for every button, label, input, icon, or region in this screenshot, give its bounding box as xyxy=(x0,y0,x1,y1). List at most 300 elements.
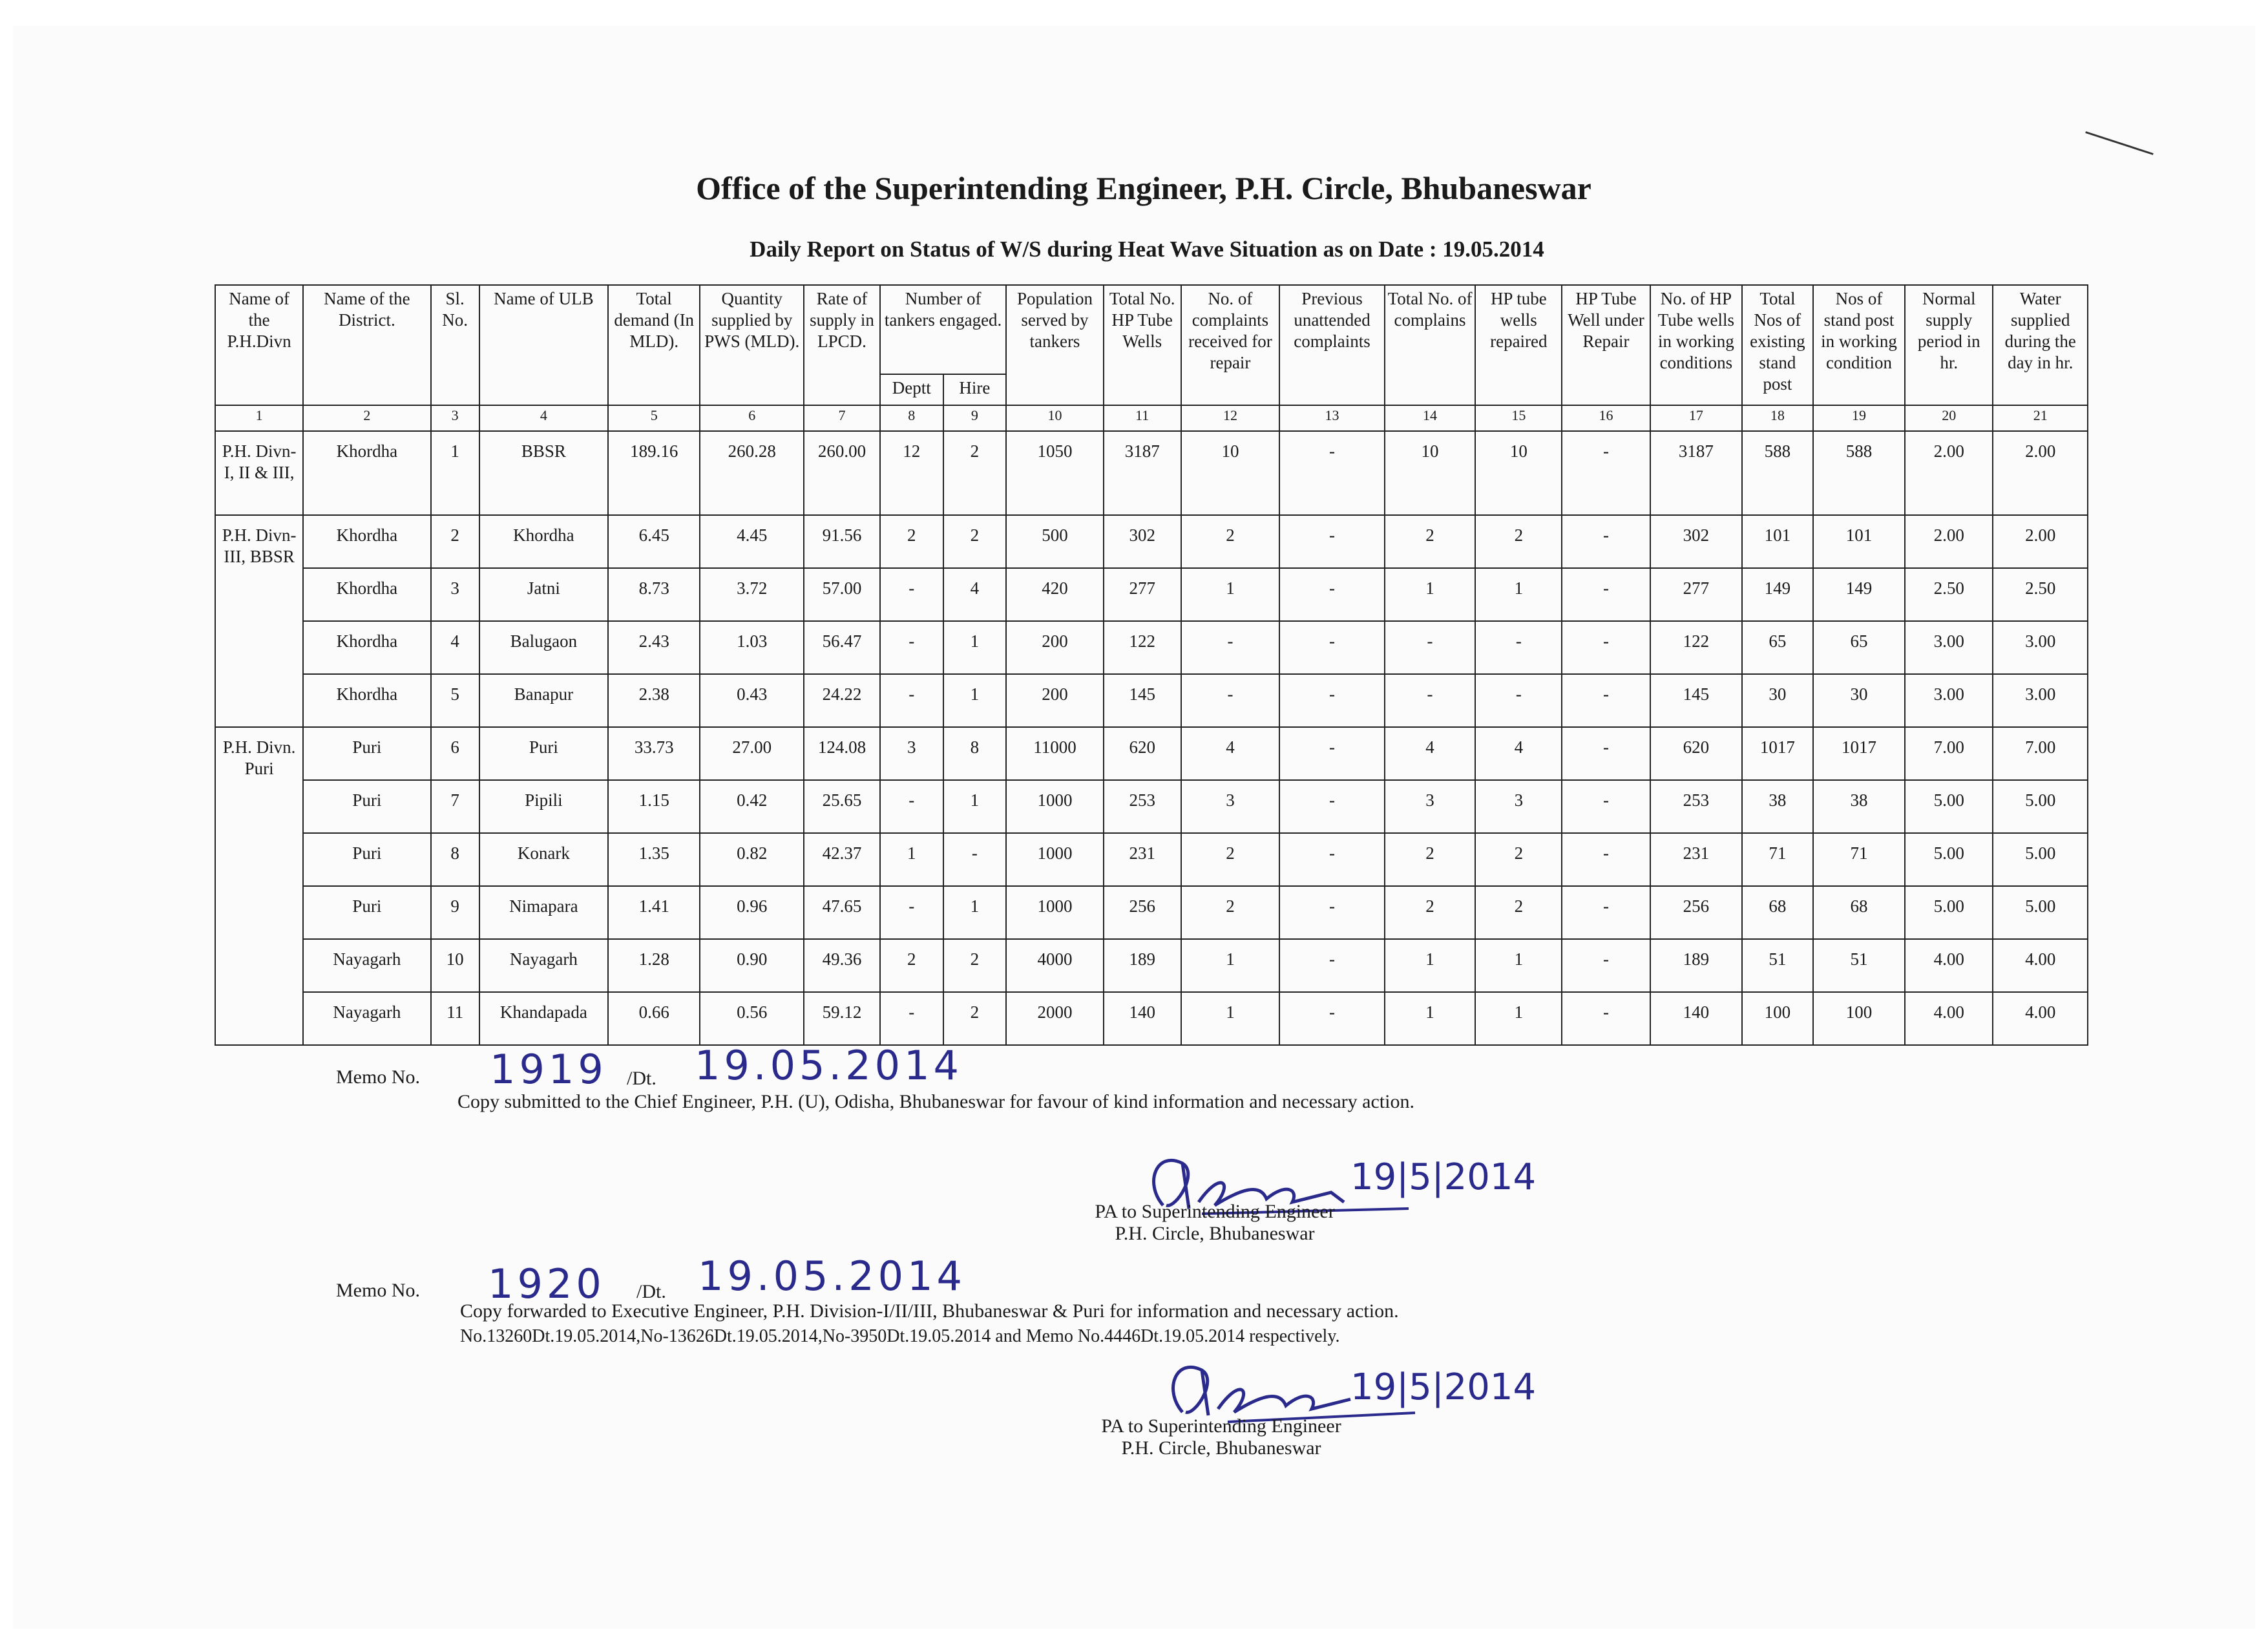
table-cell: 1 xyxy=(1181,992,1280,1045)
memo2-text2: No.13260Dt.19.05.2014,No-13626Dt.19.05.2014,No-3950Dt.19.05.2014 and Memo No.4446Dt.19.05.2014 respectively. xyxy=(460,1326,1340,1346)
table-cell: Khordha xyxy=(303,431,430,515)
col-header-repaired: HP tube wells repaired xyxy=(1475,285,1562,405)
table-cell: Khandapada xyxy=(479,992,608,1045)
table-cell: 2 xyxy=(1475,833,1562,886)
table-cell: Banapur xyxy=(479,674,608,727)
table-cell: 9 xyxy=(431,886,479,939)
table-cell: 100 xyxy=(1813,992,1905,1045)
memo1-text: Copy submitted to the Chief Engineer, P.H. (U), Odisha, Bhubaneswar for favour of kind information and necessary action. xyxy=(457,1091,1414,1112)
table-cell: 3.72 xyxy=(700,568,804,621)
table-cell: 3.00 xyxy=(1905,621,1993,674)
col-header-tubewells: Total No. HP Tube Wells xyxy=(1104,285,1181,405)
table-cell: 5.00 xyxy=(1905,780,1993,833)
table-row xyxy=(215,674,2088,727)
table-cell: - xyxy=(1385,674,1475,727)
table-cell: 231 xyxy=(1650,833,1742,886)
table-cell: - xyxy=(1279,992,1385,1045)
table-cell: Khordha xyxy=(303,515,430,568)
table-cell: 91.56 xyxy=(804,515,880,568)
table-cell: 0.90 xyxy=(700,939,804,992)
table-cell: 1 xyxy=(943,886,1007,939)
table-cell: 47.65 xyxy=(804,886,880,939)
table-cell: 12 xyxy=(880,431,943,515)
table-cell: 122 xyxy=(1650,621,1742,674)
table-cell: 260.28 xyxy=(700,431,804,515)
table-cell: - xyxy=(1562,431,1650,515)
table-cell: - xyxy=(1279,727,1385,780)
table-cell: 2 xyxy=(1385,515,1475,568)
col-header-quantity: Quantity supplied by PWS (MLD). xyxy=(700,285,804,405)
table-cell: 4 xyxy=(1475,727,1562,780)
sign2-line1: PA to Superintending Engineer xyxy=(1101,1415,1341,1437)
table-cell: 1 xyxy=(943,621,1007,674)
sign1-line1: PA to Superintending Engineer xyxy=(1095,1201,1335,1222)
table-row xyxy=(215,727,2088,780)
table-cell: 124.08 xyxy=(804,727,880,780)
table-cell: 1.35 xyxy=(608,833,700,886)
table-cell: 1 xyxy=(943,780,1007,833)
table-cell: 3187 xyxy=(1650,431,1742,515)
column-number: 21 xyxy=(1993,405,2088,431)
table-cell: 1 xyxy=(1385,568,1475,621)
table-cell: Khordha xyxy=(303,568,430,621)
table-cell: - xyxy=(1562,992,1650,1045)
table-cell: 1 xyxy=(431,431,479,515)
table-cell: 1 xyxy=(1475,992,1562,1045)
column-number: 19 xyxy=(1813,405,1905,431)
table-cell: Puri xyxy=(303,780,430,833)
table-cell: 3187 xyxy=(1104,431,1181,515)
table-cell: 140 xyxy=(1650,992,1742,1045)
table-cell: 49.36 xyxy=(804,939,880,992)
table-cell: 2 xyxy=(431,515,479,568)
division-cell: P.H. Divn-I, II & III, xyxy=(215,431,303,515)
table-cell: 2 xyxy=(1181,886,1280,939)
memo2-date: 19.05.2014 xyxy=(698,1253,966,1300)
table-cell: 4.45 xyxy=(700,515,804,568)
column-number: 17 xyxy=(1650,405,1742,431)
table-cell: 1.15 xyxy=(608,780,700,833)
table-cell: 256 xyxy=(1104,886,1181,939)
table-cell: Puri xyxy=(479,727,608,780)
table-cell: 5 xyxy=(431,674,479,727)
table-cell: 2.00 xyxy=(1993,431,2088,515)
table-cell: 24.22 xyxy=(804,674,880,727)
table-cell: Nayagarh xyxy=(479,939,608,992)
table-cell: 0.66 xyxy=(608,992,700,1045)
table-cell: 588 xyxy=(1742,431,1813,515)
table-cell: 1 xyxy=(1475,939,1562,992)
col-header-complaints: No. of complaints received for repair xyxy=(1181,285,1280,405)
table-cell: 5.00 xyxy=(1993,780,2088,833)
table-cell: 5.00 xyxy=(1993,833,2088,886)
table-cell: - xyxy=(1475,674,1562,727)
table-cell: 1017 xyxy=(1813,727,1905,780)
table-cell: 2 xyxy=(1181,833,1280,886)
table-cell: 0.82 xyxy=(700,833,804,886)
table-cell: 3 xyxy=(431,568,479,621)
table-cell: 302 xyxy=(1650,515,1742,568)
table-cell: 65 xyxy=(1742,621,1813,674)
table-cell: 4000 xyxy=(1006,939,1103,992)
table-cell: 145 xyxy=(1104,674,1181,727)
table-cell: 57.00 xyxy=(804,568,880,621)
column-number: 12 xyxy=(1181,405,1280,431)
table-cell: 6.45 xyxy=(608,515,700,568)
table-cell: 51 xyxy=(1742,939,1813,992)
table-cell: 68 xyxy=(1742,886,1813,939)
column-number: 1 xyxy=(215,405,303,431)
svg-text:19|5|2014: 19|5|2014 xyxy=(1350,1156,1537,1198)
table-cell: 2 xyxy=(880,515,943,568)
column-number: 2 xyxy=(303,405,430,431)
col-header-unattended: Previous unattended complaints xyxy=(1279,285,1385,405)
memo1-number: 1919 xyxy=(490,1046,607,1093)
table-cell: - xyxy=(1385,621,1475,674)
table-cell: 2 xyxy=(943,431,1007,515)
table-cell: - xyxy=(1562,674,1650,727)
memo1-date: 19.05.2014 xyxy=(695,1042,963,1089)
table-cell: 1 xyxy=(1385,992,1475,1045)
table-cell: 2.50 xyxy=(1905,568,1993,621)
table-cell: Pipili xyxy=(479,780,608,833)
header-row xyxy=(215,285,2088,374)
column-number: 10 xyxy=(1006,405,1103,431)
table-cell: 100 xyxy=(1742,992,1813,1045)
table-cell: 30 xyxy=(1742,674,1813,727)
table-cell: Nayagarh xyxy=(303,992,430,1045)
table-row xyxy=(215,568,2088,621)
table-cell: 3.00 xyxy=(1993,674,2088,727)
table-row xyxy=(215,886,2088,939)
table-cell: 2.43 xyxy=(608,621,700,674)
table-cell: 6 xyxy=(431,727,479,780)
table-cell: 3.00 xyxy=(1905,674,1993,727)
column-number: 18 xyxy=(1742,405,1813,431)
table-cell: 3 xyxy=(1181,780,1280,833)
table-cell: Khordha xyxy=(303,674,430,727)
col-header-hire: Hire xyxy=(943,374,1007,405)
table-cell: 2.38 xyxy=(608,674,700,727)
col-header-working: No. of HP Tube wells in working conditions xyxy=(1650,285,1742,405)
division-cell: P.H. Divn-III, BBSR xyxy=(215,515,303,727)
memo1-dt-label: /Dt. xyxy=(627,1068,656,1089)
table-cell: - xyxy=(880,621,943,674)
table-cell: 51 xyxy=(1813,939,1905,992)
table-cell: Nimapara xyxy=(479,886,608,939)
table-cell: Konark xyxy=(479,833,608,886)
memo1-label: Memo No. xyxy=(336,1066,420,1088)
column-number: 20 xyxy=(1905,405,1993,431)
table-cell: - xyxy=(1279,886,1385,939)
table-cell: - xyxy=(1562,886,1650,939)
table-cell: - xyxy=(880,886,943,939)
table-cell: 1 xyxy=(880,833,943,886)
table-row xyxy=(215,621,2088,674)
table-cell: - xyxy=(943,833,1007,886)
column-number: 8 xyxy=(880,405,943,431)
table-cell: 71 xyxy=(1742,833,1813,886)
table-cell: - xyxy=(880,674,943,727)
table-cell: - xyxy=(1181,674,1280,727)
table-cell: 42.37 xyxy=(804,833,880,886)
table-cell: Khordha xyxy=(303,621,430,674)
table-row xyxy=(215,780,2088,833)
col-header-water-supplied: Water supplied during the day in hr. xyxy=(1993,285,2088,405)
signature-block-1 xyxy=(1060,1201,1370,1245)
table-cell: - xyxy=(1279,833,1385,886)
table-cell: - xyxy=(1279,431,1385,515)
col-header-tankers: Number of tankers engaged. xyxy=(880,285,1006,374)
table-cell: Puri xyxy=(303,727,430,780)
table-cell: 1 xyxy=(943,674,1007,727)
table-cell: 140 xyxy=(1104,992,1181,1045)
col-header-divn: Name of the P.H.Divn xyxy=(215,285,303,405)
page-title: Office of the Superintending Engineer, P.H. Circle, Bhubaneswar xyxy=(696,170,1591,206)
memo2-dt-label: /Dt. xyxy=(636,1281,666,1302)
table-cell: 200 xyxy=(1006,674,1103,727)
memo2-number: 1920 xyxy=(488,1260,605,1307)
table-cell: - xyxy=(1562,780,1650,833)
table-cell: Puri xyxy=(303,833,430,886)
table-cell: 253 xyxy=(1650,780,1742,833)
table-cell: 10 xyxy=(1181,431,1280,515)
table-cell: Puri xyxy=(303,886,430,939)
signature-block-2 xyxy=(1066,1415,1376,1459)
table-cell: 1.03 xyxy=(700,621,804,674)
table-cell: 420 xyxy=(1006,568,1103,621)
table-cell: 2000 xyxy=(1006,992,1103,1045)
table-cell: 189 xyxy=(1104,939,1181,992)
table-cell: 2.50 xyxy=(1993,568,2088,621)
col-header-slno: Sl. No. xyxy=(431,285,479,405)
table-cell: - xyxy=(1279,939,1385,992)
table-cell: 11 xyxy=(431,992,479,1045)
table-cell: 620 xyxy=(1650,727,1742,780)
table-cell: 200 xyxy=(1006,621,1103,674)
table-cell: 0.96 xyxy=(700,886,804,939)
table-cell: 71 xyxy=(1813,833,1905,886)
table-cell: - xyxy=(880,568,943,621)
table-cell: 231 xyxy=(1104,833,1181,886)
table-cell: 277 xyxy=(1650,568,1742,621)
table-cell: Balugaon xyxy=(479,621,608,674)
table-cell: Jatni xyxy=(479,568,608,621)
column-number: 16 xyxy=(1562,405,1650,431)
table-cell: 27.00 xyxy=(700,727,804,780)
table-cell: - xyxy=(1562,621,1650,674)
table-cell: 2 xyxy=(1475,515,1562,568)
table-cell: - xyxy=(1562,727,1650,780)
division-cell: P.H. Divn. Puri xyxy=(215,727,303,1045)
table-cell: 101 xyxy=(1742,515,1813,568)
sign2-line2: P.H. Circle, Bhubaneswar xyxy=(1121,1437,1321,1459)
table-cell: BBSR xyxy=(479,431,608,515)
col-header-under-repair: HP Tube Well under Repair xyxy=(1562,285,1650,405)
table-cell: 0.56 xyxy=(700,992,804,1045)
table-cell: 65 xyxy=(1813,621,1905,674)
table-cell: 3.00 xyxy=(1993,621,2088,674)
table-cell: - xyxy=(1279,674,1385,727)
table-cell: 8 xyxy=(943,727,1007,780)
memo2-text1: Copy forwarded to Executive Engineer, P.H. Division-I/II/III, Bhubaneswar & Puri for information and necessary action. xyxy=(460,1300,1399,1322)
table-cell: 2 xyxy=(1181,515,1280,568)
table-cell: 1.28 xyxy=(608,939,700,992)
table-cell: - xyxy=(1279,515,1385,568)
column-number: 3 xyxy=(431,405,479,431)
table-cell: 0.43 xyxy=(700,674,804,727)
table-cell: - xyxy=(1562,568,1650,621)
table-row xyxy=(215,992,2088,1045)
table-cell: 2 xyxy=(943,939,1007,992)
table-cell: 122 xyxy=(1104,621,1181,674)
table-cell: 3 xyxy=(880,727,943,780)
column-number: 14 xyxy=(1385,405,1475,431)
table-cell: 56.47 xyxy=(804,621,880,674)
memo2-label: Memo No. xyxy=(336,1280,420,1301)
report-subtitle: Daily Report on Status of W/S during Heat Wave Situation as on Date : 19.05.2014 xyxy=(750,237,1544,262)
table-cell: 2 xyxy=(880,939,943,992)
sign1-line2: P.H. Circle, Bhubaneswar xyxy=(1115,1223,1315,1244)
table-cell: 10 xyxy=(1475,431,1562,515)
table-cell: 3 xyxy=(1475,780,1562,833)
table-row xyxy=(215,939,2088,992)
table-cell: 4.00 xyxy=(1993,992,2088,1045)
col-header-ulb: Name of ULB xyxy=(479,285,608,405)
table-cell: 4.00 xyxy=(1993,939,2088,992)
table-cell: 149 xyxy=(1813,568,1905,621)
table-cell: Khordha xyxy=(479,515,608,568)
table-cell: 8 xyxy=(431,833,479,886)
svg-text:19|5|2014: 19|5|2014 xyxy=(1350,1366,1537,1408)
table-cell: 2.00 xyxy=(1905,431,1993,515)
table-cell: - xyxy=(1279,780,1385,833)
col-header-normal-supply: Normal supply period in hr. xyxy=(1905,285,1993,405)
column-number: 9 xyxy=(943,405,1007,431)
table-cell: 7 xyxy=(431,780,479,833)
table-cell: 620 xyxy=(1104,727,1181,780)
table-cell: 4 xyxy=(1181,727,1280,780)
table-row xyxy=(215,515,2088,568)
col-header-stand-post: Total Nos of existing stand post xyxy=(1742,285,1813,405)
table-cell: - xyxy=(880,992,943,1045)
table-cell: 59.12 xyxy=(804,992,880,1045)
table-cell: 1.41 xyxy=(608,886,700,939)
column-number-row xyxy=(215,405,2088,431)
col-header-deptt: Deptt xyxy=(880,374,943,405)
table-cell: 0.42 xyxy=(700,780,804,833)
col-header-stand-post-working: Nos of stand post in working condition xyxy=(1813,285,1905,405)
table-cell: 2 xyxy=(1475,886,1562,939)
table-cell: 4.00 xyxy=(1905,939,1993,992)
table-cell: 260.00 xyxy=(804,431,880,515)
table-cell: - xyxy=(1475,621,1562,674)
column-number: 4 xyxy=(479,405,608,431)
table-cell: - xyxy=(1181,621,1280,674)
column-number: 11 xyxy=(1104,405,1181,431)
table-cell: 2 xyxy=(943,992,1007,1045)
table-row xyxy=(215,431,2088,515)
table-cell: 1 xyxy=(1385,939,1475,992)
col-header-district: Name of the District. xyxy=(303,285,430,405)
table-cell: 2 xyxy=(1385,833,1475,886)
column-number: 15 xyxy=(1475,405,1562,431)
table-cell: 149 xyxy=(1742,568,1813,621)
column-number: 5 xyxy=(608,405,700,431)
table-cell: 10 xyxy=(1385,431,1475,515)
table-cell: 256 xyxy=(1650,886,1742,939)
table-row xyxy=(215,833,2088,886)
column-number: 13 xyxy=(1279,405,1385,431)
table-cell: 145 xyxy=(1650,674,1742,727)
table-cell: 500 xyxy=(1006,515,1103,568)
table-cell: 3 xyxy=(1385,780,1475,833)
table-cell: 189 xyxy=(1650,939,1742,992)
table-cell: 30 xyxy=(1813,674,1905,727)
table-cell: - xyxy=(1562,833,1650,886)
table-cell: 1000 xyxy=(1006,833,1103,886)
table-cell: 11000 xyxy=(1006,727,1103,780)
table-cell: 1017 xyxy=(1742,727,1813,780)
table-cell: 277 xyxy=(1104,568,1181,621)
table-cell: 38 xyxy=(1813,780,1905,833)
table-cell: 5.00 xyxy=(1905,833,1993,886)
table-cell: 302 xyxy=(1104,515,1181,568)
column-number: 6 xyxy=(700,405,804,431)
table-cell: 5.00 xyxy=(1905,886,1993,939)
table-cell: 1000 xyxy=(1006,780,1103,833)
table-cell: 189.16 xyxy=(608,431,700,515)
col-header-total-complains: Total No. of complains xyxy=(1385,285,1475,405)
table-cell: 1 xyxy=(1181,568,1280,621)
table-cell: - xyxy=(1279,621,1385,674)
table-cell: 68 xyxy=(1813,886,1905,939)
table-cell: 588 xyxy=(1813,431,1905,515)
table-cell: 2 xyxy=(1385,886,1475,939)
table-cell: 1 xyxy=(1475,568,1562,621)
table-cell: 2.00 xyxy=(1993,515,2088,568)
table-cell: 25.65 xyxy=(804,780,880,833)
table-cell: 1000 xyxy=(1006,886,1103,939)
table-cell: 1050 xyxy=(1006,431,1103,515)
table-cell: - xyxy=(1562,515,1650,568)
table-cell: 7.00 xyxy=(1993,727,2088,780)
table-cell: 253 xyxy=(1104,780,1181,833)
table-cell: 33.73 xyxy=(608,727,700,780)
col-header-rate: Rate of supply in LPCD. xyxy=(804,285,880,405)
table-cell: 4 xyxy=(431,621,479,674)
col-header-population: Population served by tankers xyxy=(1006,285,1103,405)
table-cell: Nayagarh xyxy=(303,939,430,992)
table-cell: 10 xyxy=(431,939,479,992)
table-cell: 8.73 xyxy=(608,568,700,621)
col-header-demand: Total demand (In MLD). xyxy=(608,285,700,405)
table-cell: 38 xyxy=(1742,780,1813,833)
table-cell: 2 xyxy=(943,515,1007,568)
table-cell: - xyxy=(1279,568,1385,621)
table-cell: - xyxy=(880,780,943,833)
table-cell: 4 xyxy=(1385,727,1475,780)
table-cell: 2.00 xyxy=(1905,515,1993,568)
table-cell: - xyxy=(1562,939,1650,992)
table-cell: 1 xyxy=(1181,939,1280,992)
column-number: 7 xyxy=(804,405,880,431)
table-cell: 4.00 xyxy=(1905,992,1993,1045)
table-cell: 7.00 xyxy=(1905,727,1993,780)
table-cell: 101 xyxy=(1813,515,1905,568)
table-cell: 5.00 xyxy=(1993,886,2088,939)
table-cell: 4 xyxy=(943,568,1007,621)
